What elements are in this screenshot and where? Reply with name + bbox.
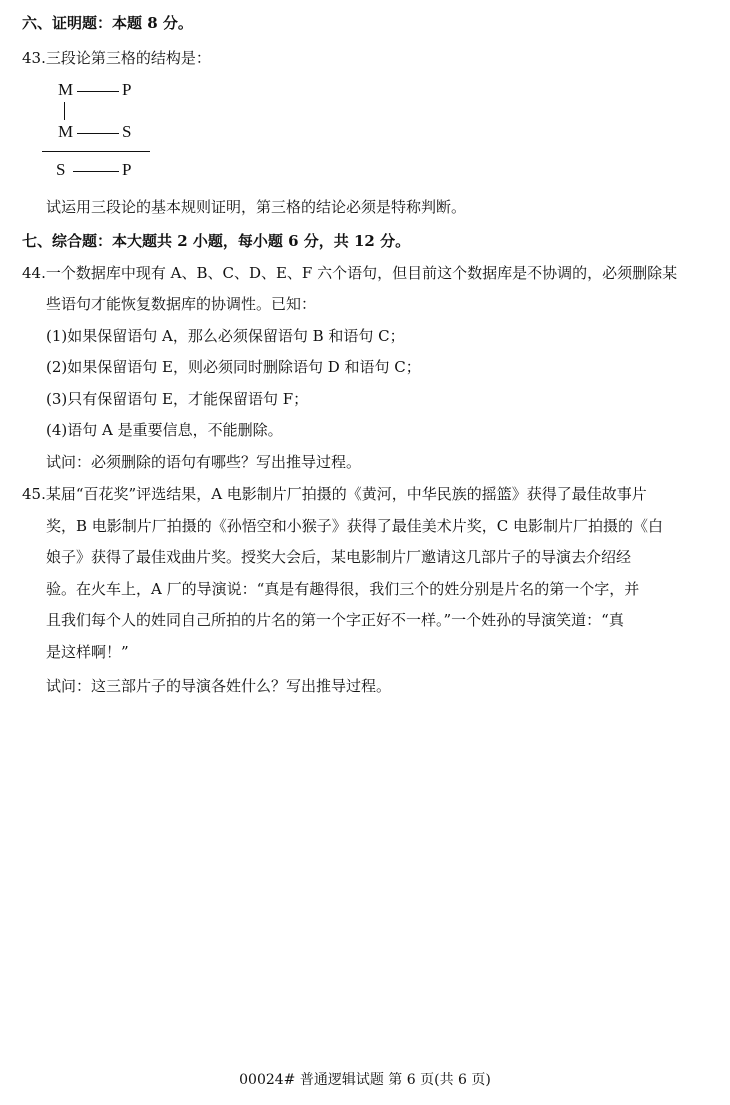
question-45-line-1: 45.某届“百花奖”评选结果，A 电影制片厂拍摄的《黄河，中华民族的摇篮》获得了最佳故事片 <box>22 485 647 503</box>
question-44-condition-3: (3)只有保留语句 E，才能保留语句 F； <box>46 390 309 408</box>
section-7-heading: 七、综合题：本大题共 2 小题，每小题 6 分，共 12 分。 <box>22 232 411 250</box>
syllogism-figure-3-diagram <box>40 80 160 182</box>
question-45-ask: 试问：这三部片子的导演各姓什么？写出推导过程。 <box>46 677 392 695</box>
question-44-condition-1: (1)如果保留语句 A，那么必须保留语句 B 和语句 C； <box>46 327 405 345</box>
diagram-row1-left: M <box>58 80 74 99</box>
question-44-ask: 试问：必须删除的语句有哪些？写出推导过程。 <box>46 453 362 471</box>
diagram-row2-left: M <box>58 122 74 141</box>
question-43-text: 43.三段论第三格的结构是： <box>22 49 211 67</box>
question-45-line-4: 验。在火车上，A 厂的导演说：“真是有趣得很，我们三个的姓分别是片名的第一个字，并 <box>46 580 640 598</box>
question-45-line-6: 是这样啊！” <box>46 643 129 661</box>
section-6-heading: 六、证明题：本题 8 分。 <box>22 14 193 32</box>
question-44-line-2: 些语句才能恢复数据库的协调性。已知： <box>46 295 317 313</box>
diagram-conclusion-connector <box>73 171 119 172</box>
page-footer: 00024# 普通逻辑试题 第 6 页(共 6 页) <box>239 1072 491 1088</box>
question-44-condition-4: (4)语句 A 是重要信息，不能删除。 <box>46 421 283 439</box>
diagram-conclusion-rule <box>42 151 150 152</box>
question-45-line-3: 娘子》获得了最佳戏曲片奖。授奖大会后，某电影制片厂邀请这几部片子的导演去介绍经 <box>46 548 632 566</box>
diagram-vertical-connector <box>64 102 65 120</box>
diagram-row2-connector <box>77 133 119 134</box>
question-45-line-5: 且我们每个人的姓同自己所拍的片名的第一个字正好不一样。”一个姓孙的导演笑道：“真 <box>46 611 624 629</box>
diagram-row2-right: S <box>122 122 132 141</box>
diagram-row1-right: P <box>122 80 132 99</box>
diagram-row1-connector <box>77 91 119 92</box>
diagram-conclusion-right: P <box>122 160 132 179</box>
question-45-line-2: 奖，B 电影制片厂拍摄的《孙悟空和小猴子》获得了最佳美术片奖，C 电影制片厂拍摄的《白 <box>46 517 664 535</box>
question-44-condition-2: (2)如果保留语句 E，则必须同时删除语句 D 和语句 C； <box>46 358 421 376</box>
question-43-task: 试运用三段论的基本规则证明，第三格的结论必须是特称判断。 <box>46 198 467 216</box>
diagram-conclusion-left: S <box>56 160 66 179</box>
question-44-line-1: 44.一个数据库中现有 A、B、C、D、E、F 六个语句，但目前这个数据库是不协调的，必须删除某 <box>22 264 678 282</box>
